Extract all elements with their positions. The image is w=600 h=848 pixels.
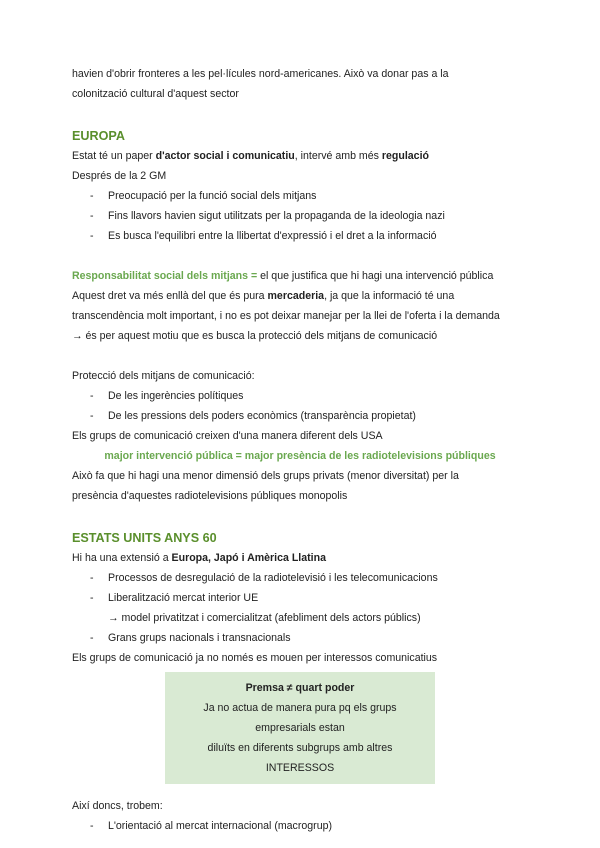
heading-europa: EUROPA [72, 129, 125, 143]
responsabilitat-line-3: transcendència molt important, i no es pot deixar manejar per la llei de l'oferta i la demanda [72, 310, 500, 322]
responsabilitat-line-4: → és per aquest motiu que es busca la protecció dels mitjans de comunicació [72, 330, 438, 342]
europa-bullet-list [72, 186, 528, 246]
list-item: - Grans grups nacionals i transnacionals [90, 632, 291, 644]
proteccio-bullet-list [72, 386, 528, 426]
list-item: - Fins llavors havien sigut utilitzats per la propaganda de la ideologia nazi [90, 210, 445, 222]
responsabilitat-line-2: Aquest dret va més enllà del que és pura mercaderia, ja que la informació té una [72, 290, 455, 302]
callout-box [165, 672, 435, 784]
callout-line-1: Ja no actua de manera pura pq els grups empresarials estan [203, 702, 397, 734]
responsabilitat-line: Responsabilitat social dels mitjans = el que justifica que hi hagi una intervenció pública [72, 270, 494, 282]
list-item: - De les pressions dels poders econòmics (transparència propietat) [90, 410, 416, 422]
aixi-line: Així doncs, trobem: [72, 800, 163, 812]
proteccio-intro: Protecció dels mitjans de comunicació: [72, 370, 255, 382]
usa-bullet-list-2 [72, 628, 528, 648]
intro-line-1: havien d'obrir fronteres a les pel·lícules nord-americanes. Això va donar pas a la [72, 68, 449, 80]
list-item: - Processos de desregulació de la radiotelevisió i les telecomunicacions [90, 572, 438, 584]
list-item: - Es busca l'equilibri entre la llibertat d'expressió i el dret a la informació [90, 230, 437, 242]
list-item: - Liberalització mercat interior UE [90, 592, 259, 604]
usa-arrow-line: → model privatitzat i comercialitzat (afebliment dels actors públics) [108, 612, 421, 624]
callout-line-2: diluïts en diferents subgrups amb altres INTERESSOS [207, 742, 393, 774]
green-highlight-line: major intervenció pública = major presència de les radiotelevisions públiques [104, 450, 496, 462]
usa-bullet-list [72, 568, 528, 608]
usa-groups-line: Els grups de comunicació ja no només es mouen per interessos comunicatius [72, 652, 438, 664]
callout-title: Premsa ≠ quart poder [245, 682, 355, 694]
list-item: - L'orientació al mercat internacional (macrogrup) [90, 820, 333, 832]
europa-paragraph-1: Estat té un paper d'actor social i comunicatiu, intervé amb més regulació [72, 150, 429, 162]
europa-closing-1: Això fa que hi hagi una menor dimensió dels grups privats (menor diversitat) per la [72, 470, 459, 482]
usa-extension-line: Hi ha una extensió a Europa, Japó i Amèrica Llatina [72, 552, 326, 564]
list-item: - De les ingerències polítiques [90, 390, 244, 402]
europa-paragraph-2: Després de la 2 GM [72, 170, 167, 182]
europa-groups-line: Els grups de comunicació creixen d'una manera diferent dels USA [72, 430, 383, 442]
document-page [72, 64, 528, 836]
heading-estats-units: ESTATS UNITS ANYS 60 [72, 531, 217, 545]
europa-closing-2: presència d'aquestes radiotelevisions públiques monopolis [72, 490, 348, 502]
final-bullet-list [72, 816, 528, 836]
list-item: - Preocupació per la funció social dels mitjans [90, 190, 317, 202]
intro-line-2: colonització cultural d'aquest sector [72, 88, 239, 100]
